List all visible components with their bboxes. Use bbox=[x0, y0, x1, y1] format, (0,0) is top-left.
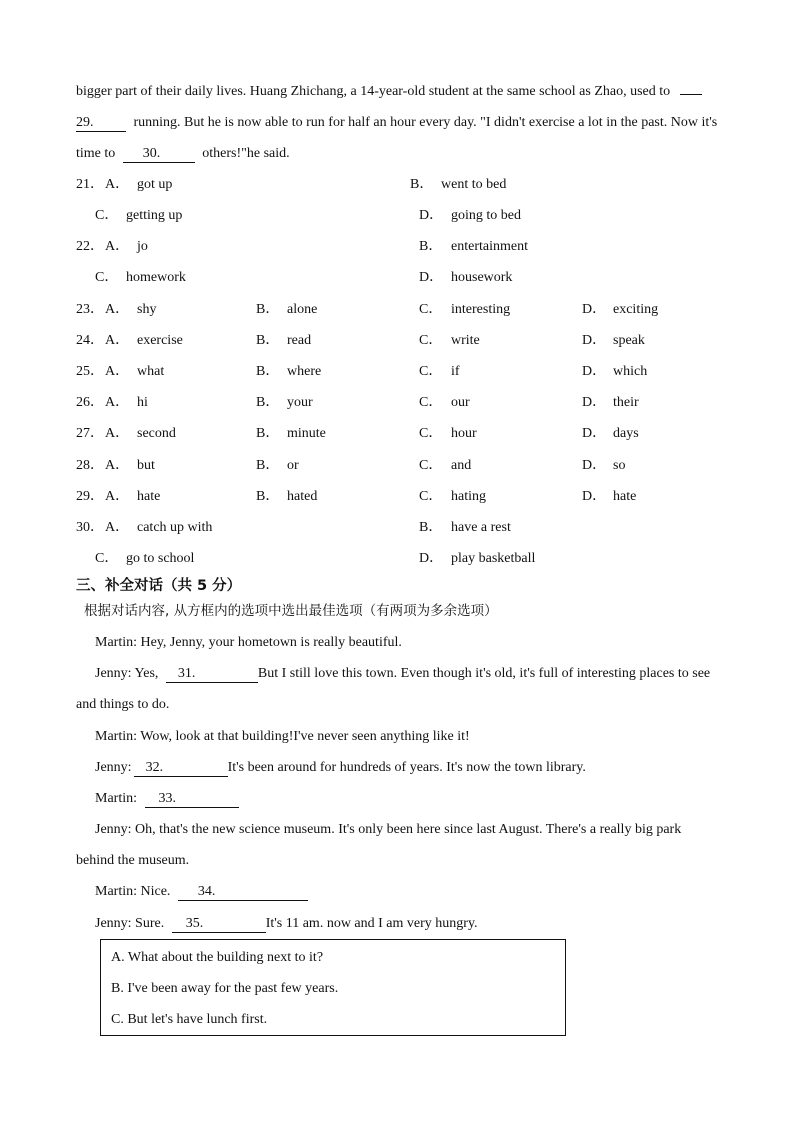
blank-number: 33. bbox=[158, 791, 176, 806]
option-b[interactable]: read bbox=[287, 333, 312, 348]
answer-blank-30 bbox=[123, 146, 195, 163]
option-letter: D． bbox=[419, 551, 444, 566]
question-number: 29． bbox=[76, 489, 104, 504]
option-letter: C． bbox=[419, 333, 443, 348]
option-letter: D． bbox=[419, 208, 444, 223]
option-d[interactable]: play basketball bbox=[451, 551, 536, 566]
answer-blank-28 bbox=[680, 94, 702, 95]
option-letter: B． bbox=[256, 364, 280, 379]
option-b[interactable]: minute bbox=[287, 426, 326, 441]
options-box bbox=[100, 939, 566, 1036]
option-letter: B． bbox=[419, 520, 443, 535]
option-c[interactable]: write bbox=[451, 333, 480, 348]
answer-blank-29 bbox=[76, 115, 126, 132]
option-letter: A． bbox=[105, 426, 130, 441]
option-letter: C． bbox=[95, 208, 119, 223]
option-c[interactable]: hating bbox=[451, 489, 486, 504]
option-letter: C． bbox=[419, 426, 443, 441]
option-letter: C． bbox=[419, 489, 443, 504]
dialogue-line bbox=[95, 758, 586, 778]
option-letter: C． bbox=[95, 270, 119, 285]
dialogue-text: It's been around for hundreds of years. It's now the town library. bbox=[227, 760, 586, 775]
option-letter: D． bbox=[419, 270, 444, 285]
passage-text: running. But he is now able to run for half an hour every day. "I didn't exercise a lot in the past. Now it's bbox=[133, 115, 718, 130]
option-letter: A． bbox=[105, 177, 130, 192]
question-number: 30． bbox=[76, 520, 104, 535]
dialogue-line bbox=[95, 914, 478, 934]
option-c[interactable]: and bbox=[451, 458, 472, 473]
option-letter: A． bbox=[105, 458, 130, 473]
option-letter: A． bbox=[105, 395, 130, 410]
passage-line bbox=[76, 113, 717, 133]
option-letter: A． bbox=[105, 302, 130, 317]
blank-number: 31. bbox=[177, 666, 196, 681]
option-b[interactable]: your bbox=[287, 395, 313, 410]
question-number: 24． bbox=[76, 333, 104, 348]
option-a[interactable]: exercise bbox=[137, 333, 183, 348]
option-letter: D． bbox=[582, 395, 607, 410]
option-letter: A． bbox=[105, 520, 130, 535]
option-d[interactable]: going to bed bbox=[451, 208, 521, 223]
answer-blank-34[interactable] bbox=[178, 884, 308, 901]
option-letter: D． bbox=[582, 458, 607, 473]
question-number: 27． bbox=[76, 426, 104, 441]
dialogue-text: Jenny: Yes, bbox=[95, 666, 159, 681]
answer-blank-32[interactable] bbox=[134, 760, 228, 777]
option-a[interactable]: got up bbox=[137, 177, 173, 192]
answer-blank-35[interactable] bbox=[172, 916, 266, 933]
option-c[interactable]: hour bbox=[451, 426, 477, 441]
option-b[interactable]: alone bbox=[287, 302, 318, 317]
option-letter: C． bbox=[419, 395, 443, 410]
passage-text: time to bbox=[76, 146, 116, 161]
option-letter: B． bbox=[256, 489, 280, 504]
option-b[interactable]: or bbox=[287, 458, 299, 473]
option-letter: A． bbox=[105, 364, 130, 379]
option-b[interactable]: where bbox=[287, 364, 322, 379]
passage-line bbox=[76, 144, 290, 164]
option-letter: B． bbox=[256, 333, 280, 348]
option-a[interactable]: hate bbox=[137, 489, 161, 504]
option-d[interactable]: days bbox=[613, 426, 639, 441]
option-c[interactable]: go to school bbox=[126, 551, 195, 566]
option-letter: C． bbox=[419, 458, 443, 473]
dialogue-line: Jenny: Oh, that's the new science museum. It's only been here since last August. There's a really big park bbox=[95, 822, 682, 837]
option-a[interactable]: catch up with bbox=[137, 520, 213, 535]
option-letter: D． bbox=[582, 364, 607, 379]
dialogue-text: Martin: Nice. bbox=[95, 884, 171, 899]
passage-line bbox=[76, 82, 702, 102]
section-instruction: 根据对话内容, 从方框内的选项中选出最佳选项（有两项为多余选项） bbox=[84, 603, 498, 619]
passage-text: bigger part of their daily lives. Huang Zhichang, a 14-year-old student at the same school as Zhao, used to bbox=[76, 84, 671, 99]
dialogue-text: Martin: bbox=[95, 791, 137, 806]
dialogue-line: Martin: Wow, look at that building!I've never seen anything like it! bbox=[95, 729, 470, 744]
option-c[interactable]: our bbox=[451, 395, 470, 410]
option-a[interactable]: what bbox=[137, 364, 165, 379]
option-letter: A． bbox=[105, 239, 130, 254]
answer-blank-31[interactable] bbox=[166, 666, 258, 683]
question-number: 22． bbox=[76, 239, 104, 254]
option-d[interactable]: which bbox=[613, 364, 648, 379]
option-letter: D． bbox=[582, 426, 607, 441]
dialogue-line: Martin: Hey, Jenny, your hometown is really beautiful. bbox=[95, 635, 402, 650]
question-number: 25． bbox=[76, 364, 104, 379]
option-letter: B． bbox=[256, 458, 280, 473]
dialogue-line bbox=[95, 789, 239, 809]
option-letter: B． bbox=[256, 395, 280, 410]
dialogue-text: But I still love this town. Even though it's old, it's full of interesting places to see bbox=[257, 666, 711, 681]
passage-text: others!"he said. bbox=[202, 146, 290, 161]
option-b[interactable]: went to bed bbox=[441, 177, 507, 192]
option-c[interactable]: homework bbox=[126, 270, 186, 285]
option-c[interactable]: C. But let's have lunch first. bbox=[111, 1012, 268, 1027]
option-letter: B． bbox=[256, 426, 280, 441]
blank-number: 35. bbox=[185, 916, 204, 931]
dialogue-line bbox=[95, 664, 710, 684]
option-letter: B． bbox=[410, 177, 434, 192]
option-b[interactable]: entertainment bbox=[451, 239, 528, 254]
option-letter: D． bbox=[582, 489, 607, 504]
option-b[interactable]: have a rest bbox=[451, 520, 511, 535]
option-letter: C． bbox=[95, 551, 119, 566]
option-d[interactable]: so bbox=[613, 458, 626, 473]
option-c[interactable]: getting up bbox=[126, 208, 183, 223]
option-letter: D． bbox=[582, 302, 607, 317]
option-d[interactable]: hate bbox=[613, 489, 637, 504]
option-letter: C． bbox=[419, 364, 443, 379]
dialogue-line: and things to do. bbox=[76, 697, 170, 712]
dialogue-text: Jenny: bbox=[95, 760, 132, 775]
blank-number: 29. bbox=[76, 115, 94, 130]
option-c[interactable]: interesting bbox=[451, 302, 511, 317]
question-number: 26． bbox=[76, 395, 104, 410]
option-letter: D． bbox=[582, 333, 607, 348]
option-d[interactable]: their bbox=[613, 395, 639, 410]
option-letter: A． bbox=[105, 489, 130, 504]
question-number: 28． bbox=[76, 458, 104, 473]
option-a[interactable]: shy bbox=[137, 302, 157, 317]
section-heading: 三、补全对话（共 5 分） bbox=[76, 578, 242, 594]
dialogue-line: behind the museum. bbox=[76, 853, 190, 868]
blank-number: 30. bbox=[142, 146, 161, 161]
option-d[interactable]: housework bbox=[451, 270, 513, 285]
option-letter: B． bbox=[256, 302, 280, 317]
option-a[interactable]: jo bbox=[137, 239, 148, 254]
option-b[interactable]: B. I've been away for the past few years. bbox=[111, 981, 339, 996]
option-d[interactable]: exciting bbox=[613, 302, 659, 317]
option-a[interactable]: hi bbox=[137, 395, 148, 410]
option-a[interactable]: second bbox=[137, 426, 176, 441]
option-letter: B． bbox=[419, 239, 443, 254]
dialogue-text: It's 11 am. now and I am very hungry. bbox=[265, 916, 478, 931]
answer-blank-33[interactable] bbox=[145, 791, 239, 808]
option-d[interactable]: speak bbox=[613, 333, 645, 348]
option-letter: C． bbox=[419, 302, 443, 317]
option-a[interactable]: but bbox=[137, 458, 155, 473]
option-b[interactable]: hated bbox=[287, 489, 318, 504]
question-number: 23． bbox=[76, 302, 104, 317]
question-number: 21． bbox=[76, 177, 104, 192]
option-a[interactable]: A. What about the building next to it? bbox=[111, 950, 324, 965]
dialogue-line bbox=[95, 882, 308, 902]
option-letter: A． bbox=[105, 333, 130, 348]
option-c[interactable]: if bbox=[451, 364, 460, 379]
dialogue-text: Jenny: Sure. bbox=[95, 916, 165, 931]
blank-number: 34. bbox=[197, 884, 216, 899]
blank-number: 32. bbox=[145, 760, 164, 775]
